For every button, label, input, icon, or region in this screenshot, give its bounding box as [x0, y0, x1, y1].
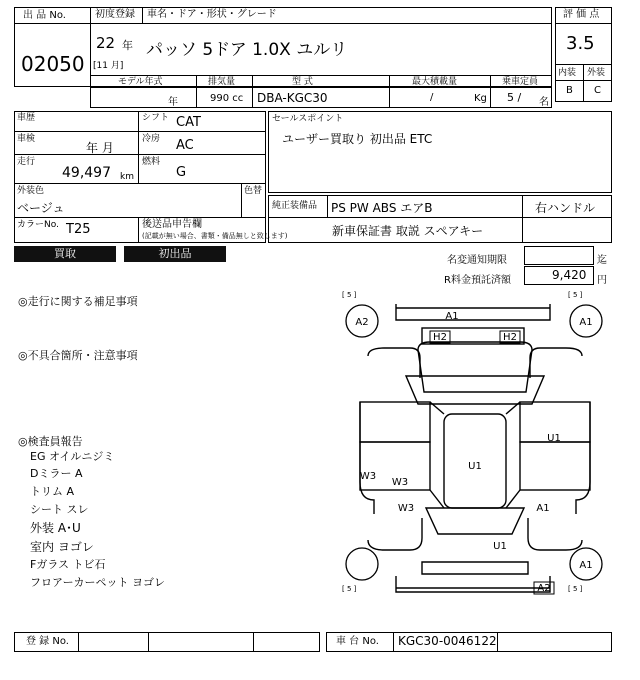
- shift-value: CAT: [176, 115, 201, 130]
- history-label: 車歴: [17, 113, 36, 123]
- mark-rear-window: U1: [493, 541, 507, 552]
- sales-point-value: ユーザー買取り 初出品 ETC: [282, 132, 433, 146]
- mark-headlight-left: H2: [433, 332, 447, 343]
- inspector-report-label: ◎検査員報告: [18, 435, 83, 448]
- badge-buyback: 買取: [14, 246, 116, 262]
- mark-front-right-tire: A1: [579, 317, 593, 328]
- inspector-item: 外装 A･U: [30, 521, 81, 535]
- mileage-label: 走行: [17, 157, 36, 167]
- damage-diagram: [338, 286, 612, 602]
- lot-number-box: [14, 7, 91, 87]
- max-load-label: 最大積載量: [412, 77, 458, 87]
- exterior-label: 外装: [587, 68, 606, 78]
- mark-roof: U1: [468, 461, 482, 472]
- score-label: 評 価 点: [563, 9, 600, 20]
- docs-note: (記載が無い場合、書類・備品無しと致します): [142, 232, 288, 240]
- interior-grade: B: [566, 85, 573, 96]
- mileage-value: 49,497: [62, 165, 111, 181]
- first-reg-label: 初度登録: [95, 9, 135, 20]
- rear-right-tire-tag: [ 5 ]: [568, 585, 583, 593]
- chassis-value: KGC30-0046122: [398, 634, 497, 648]
- mark-front-bumper: A1: [445, 311, 459, 322]
- mark-rear-bumper: A2: [537, 583, 551, 594]
- name-change-box: [524, 246, 594, 265]
- chassis-label: 車 台 No.: [336, 636, 379, 647]
- inspector-item: トリム A: [30, 485, 75, 498]
- ac-value: AC: [176, 138, 194, 153]
- name-change-unit: 迄: [597, 255, 607, 266]
- inspector-item: フロアーカーペット ヨゴレ: [30, 576, 165, 589]
- inspector-item: Fガラス トビ石: [30, 558, 106, 571]
- capacity-value: 5 /: [507, 91, 522, 104]
- ac-label: 冷房: [142, 134, 161, 144]
- inspection-value: 年 月: [86, 141, 114, 155]
- reg-no-label: 登 録 No.: [26, 636, 69, 647]
- docs-label: 後送品申告欄: [142, 219, 202, 230]
- front-right-tire-tag: [ 5 ]: [568, 291, 583, 299]
- ext-color-value: ベージュ: [17, 201, 65, 215]
- mark-right-rear-door: A1: [536, 503, 550, 514]
- mark-rear-right-tire: A1: [579, 560, 593, 571]
- capacity-unit: 名: [539, 97, 549, 108]
- steering-value: 右ハンドル: [535, 201, 596, 215]
- equipment-label: 純正装備品: [272, 201, 318, 211]
- mark-left-side-a: W3: [359, 471, 377, 482]
- type-label: 型 式: [292, 77, 313, 87]
- lot-number: 02050: [21, 52, 85, 76]
- sales-point-label: セールスポイント: [272, 114, 344, 124]
- max-load-value: /: [430, 92, 434, 103]
- rear-left-tire-tag: [ 5 ]: [342, 585, 357, 593]
- badge-first-listing: 初出品: [124, 246, 226, 262]
- first-reg-month: [11 月]: [93, 61, 124, 71]
- model-year-label: モデル年式: [118, 77, 163, 87]
- displacement-value: 990 cc: [210, 93, 244, 104]
- fuel-label: 燃料: [142, 157, 161, 167]
- max-load-unit: Kg: [474, 93, 487, 104]
- color-no-label: カラーNo.: [17, 220, 59, 230]
- inspector-item: Dミラー A: [30, 467, 83, 480]
- score-value: 3.5: [566, 33, 595, 54]
- front-left-tire-tag: [ 5 ]: [342, 291, 357, 299]
- mark-right-side: U1: [547, 433, 561, 444]
- equipment-value: PS PW ABS エアB: [331, 201, 433, 215]
- ext-color-label: 外装色: [17, 186, 45, 196]
- type-value: DBA-KGC30: [257, 91, 328, 105]
- first-reg-year-unit: 年: [122, 39, 133, 52]
- mark-front-left-tire: A2: [355, 317, 369, 328]
- model-year-unit: 年: [168, 97, 178, 108]
- capacity-label: 乗車定員: [502, 77, 539, 87]
- mark-left-side-c: W3: [397, 503, 415, 514]
- car-name-label: 車名・ドア・形状・グレード: [147, 9, 277, 20]
- interior-label: 内装: [558, 68, 577, 78]
- color-change-label: 色替: [244, 186, 263, 196]
- fuel-value: G: [176, 165, 187, 180]
- mark-left-side-b: W3: [391, 477, 409, 488]
- displacement-label: 排気量: [208, 77, 236, 87]
- inspector-item: 室内 ヨゴレ: [30, 540, 94, 554]
- exterior-grade: C: [594, 85, 601, 96]
- inspection-label: 車検: [17, 134, 36, 144]
- defects-remarks-label: ◎不具合箇所・注意事項: [18, 349, 138, 362]
- inspector-item: EG オイルニジミ: [30, 450, 115, 463]
- docs-value: 新車保証書 取説 スペアキー: [332, 224, 484, 238]
- recycle-unit: 円: [597, 275, 607, 286]
- shift-label: シフト: [142, 113, 170, 123]
- car-name: パッソ 5ドア 1.0X ユルリ: [146, 40, 348, 60]
- driving-remarks-label: ◎走行に関する補足事項: [18, 295, 138, 308]
- recycle-value: 9,420: [552, 268, 587, 282]
- recycle-label: R料金預託済額: [444, 275, 511, 286]
- inspector-item: シート スレ: [30, 503, 89, 516]
- mileage-unit: km: [120, 172, 134, 182]
- name-change-label: 名変通知期限: [447, 255, 507, 266]
- color-no-value: T25: [66, 222, 91, 237]
- first-reg-year: 22: [96, 34, 116, 52]
- lot-number-label: 出 品 No.: [23, 10, 66, 21]
- mark-headlight-right: H2: [503, 332, 517, 343]
